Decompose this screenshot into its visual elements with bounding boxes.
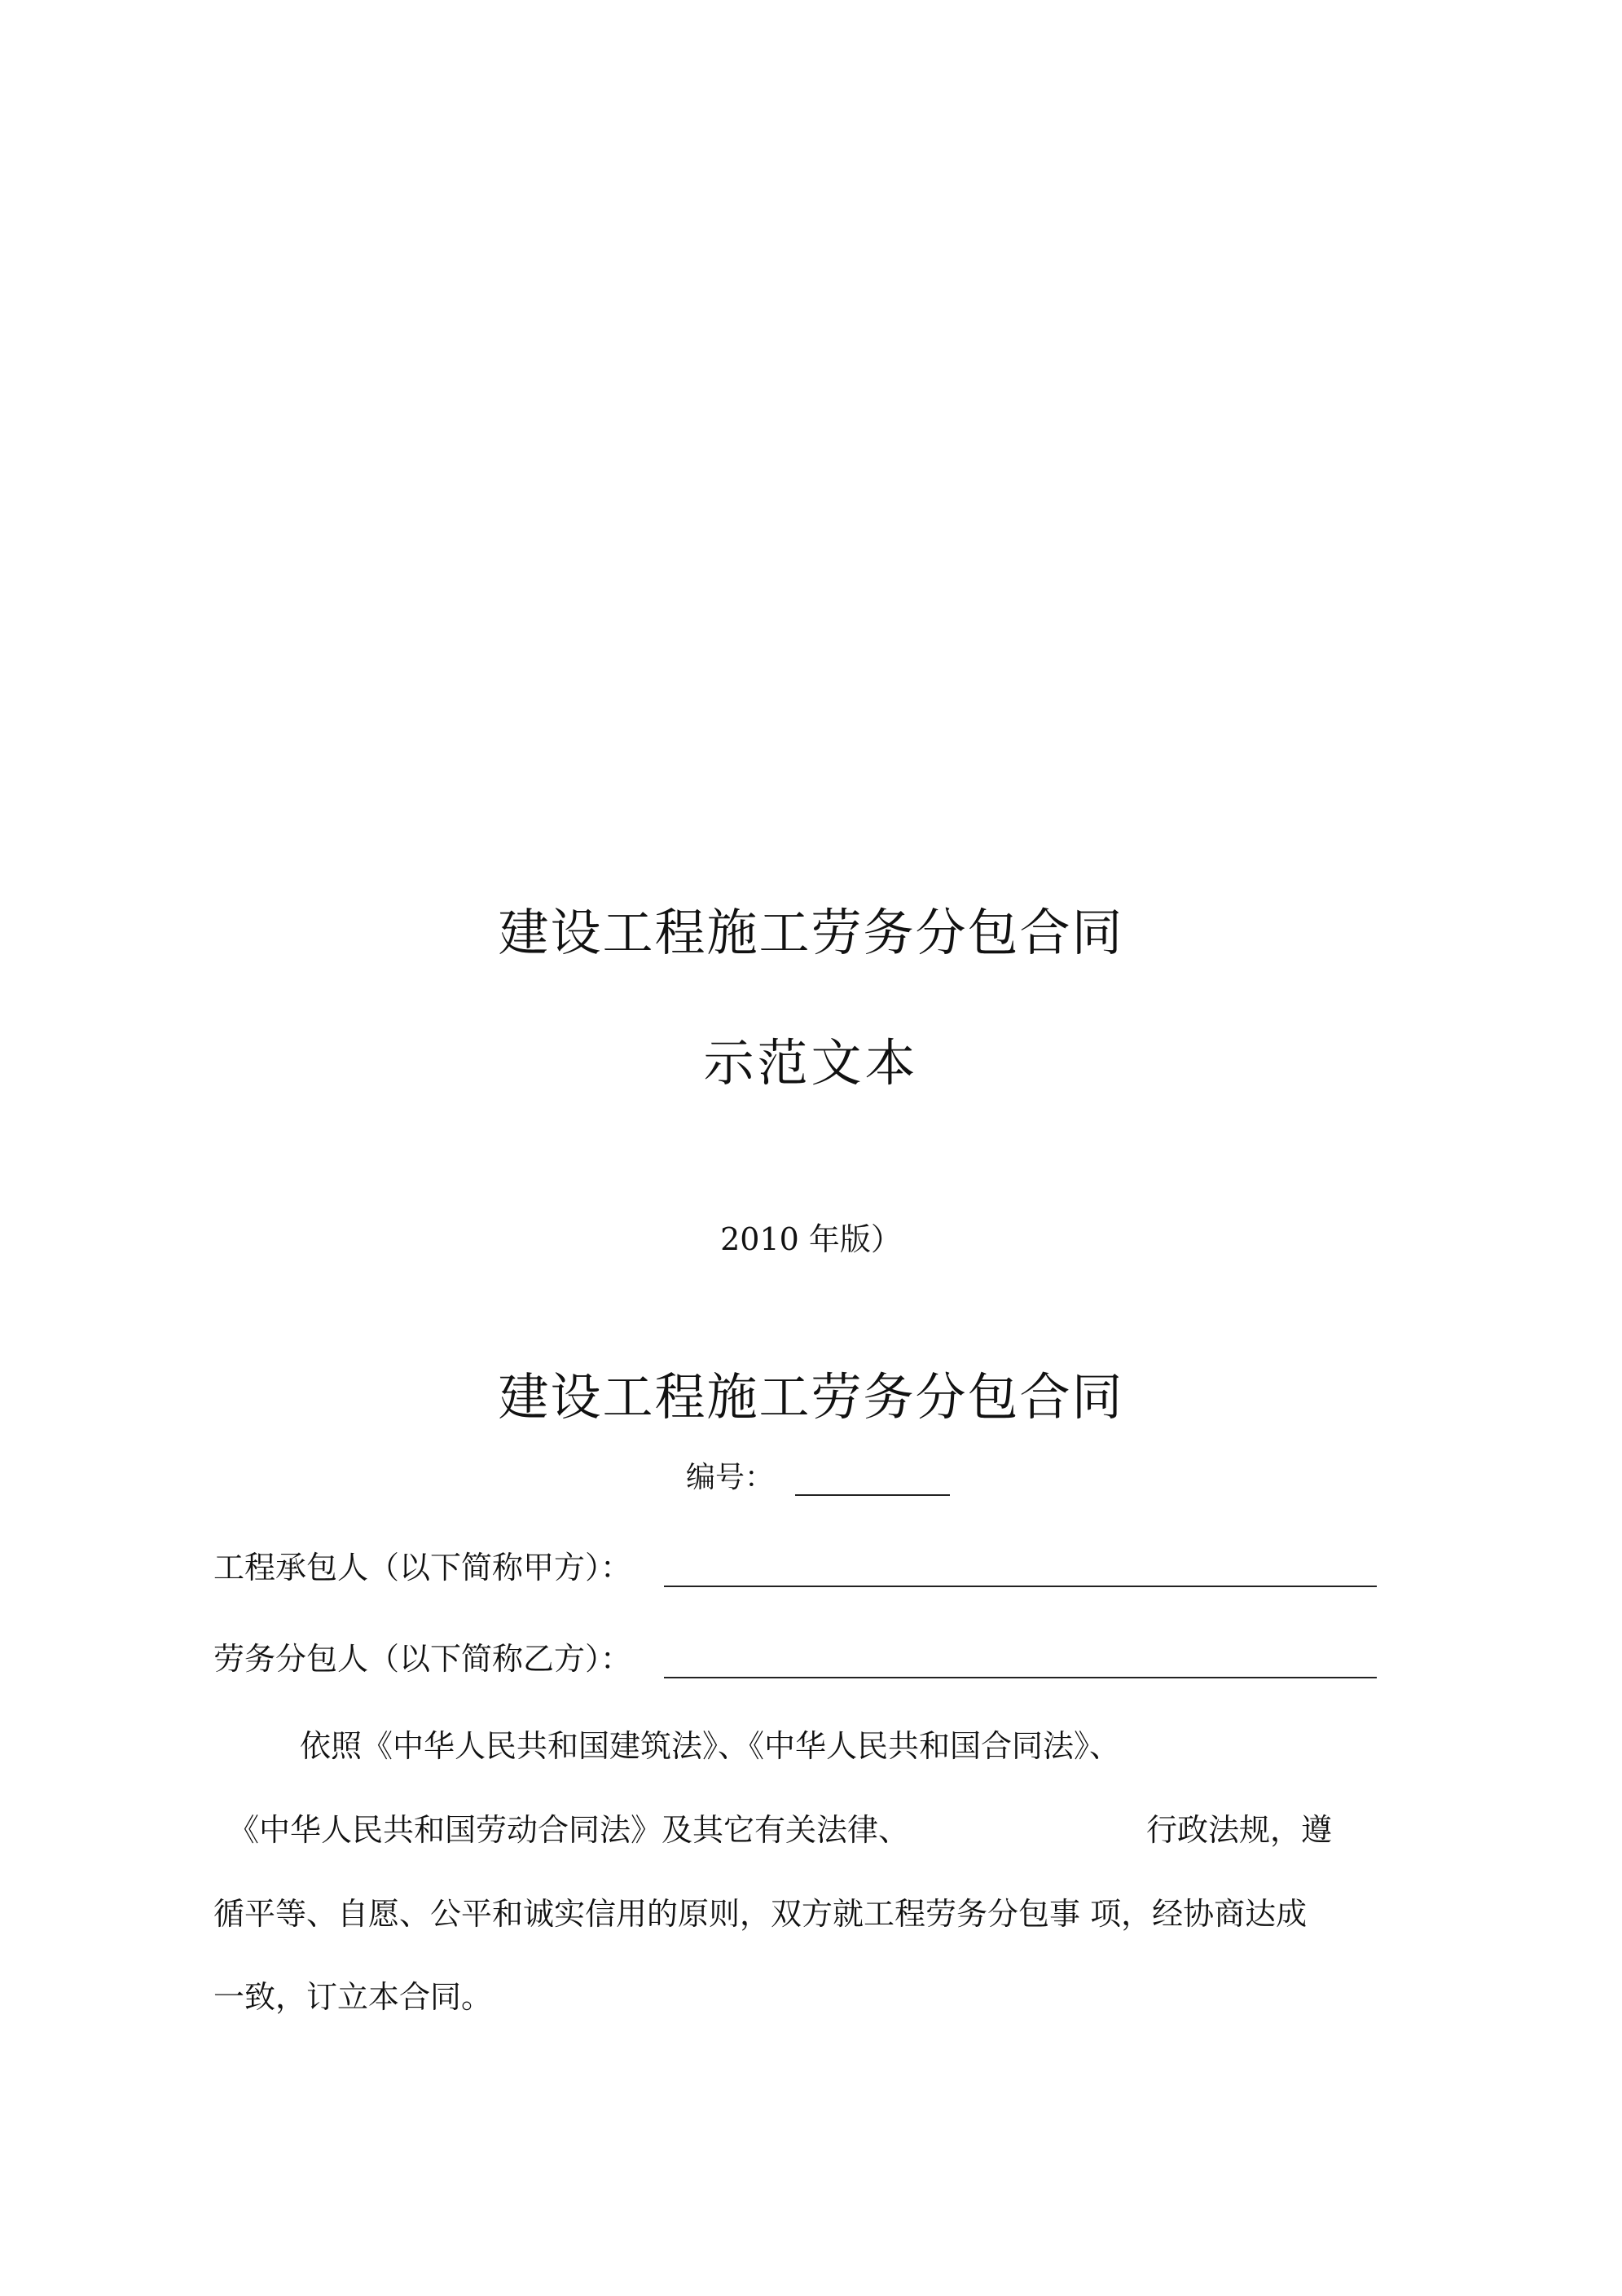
preamble-line-4: 一致，订立本合同。	[213, 1979, 493, 2015]
cover-subtitle: 示范文本	[703, 1033, 919, 1093]
cover-title: 建设工程施工劳务分包合同	[498, 903, 1124, 962]
contract-number-label: 编号：	[686, 1461, 775, 1494]
preamble-line-1: 依照《中华人民共和国建筑法》、《中华人民共和国合同法》、	[300, 1728, 1121, 1764]
party-b-row	[213, 1634, 1377, 1678]
preamble-line-3: 循平等、自愿、公平和诚实信用的原则，双方就工程劳务分包事 项，经协商达成	[213, 1896, 1308, 1932]
contract-title: 建设工程施工劳务分包合同	[498, 1367, 1124, 1427]
preamble-line-2b: 行政法规，遵	[1146, 1812, 1333, 1848]
preamble-line-2a: 《中华人民共和国劳动合同法》及其它有关法律、	[228, 1812, 910, 1848]
party-b-label: 劳务分包人（以下简称乙方）：	[213, 1641, 632, 1677]
contract-number-field[interactable]	[795, 1462, 950, 1496]
contract-number-row	[686, 1454, 950, 1496]
edition-label: 2010 年版）	[720, 1221, 902, 1257]
party-b-field[interactable]	[664, 1641, 1377, 1678]
party-a-row	[213, 1542, 1377, 1587]
party-a-label: 工程承包人（以下简称甲方）：	[213, 1550, 632, 1586]
party-a-field[interactable]	[664, 1550, 1377, 1587]
